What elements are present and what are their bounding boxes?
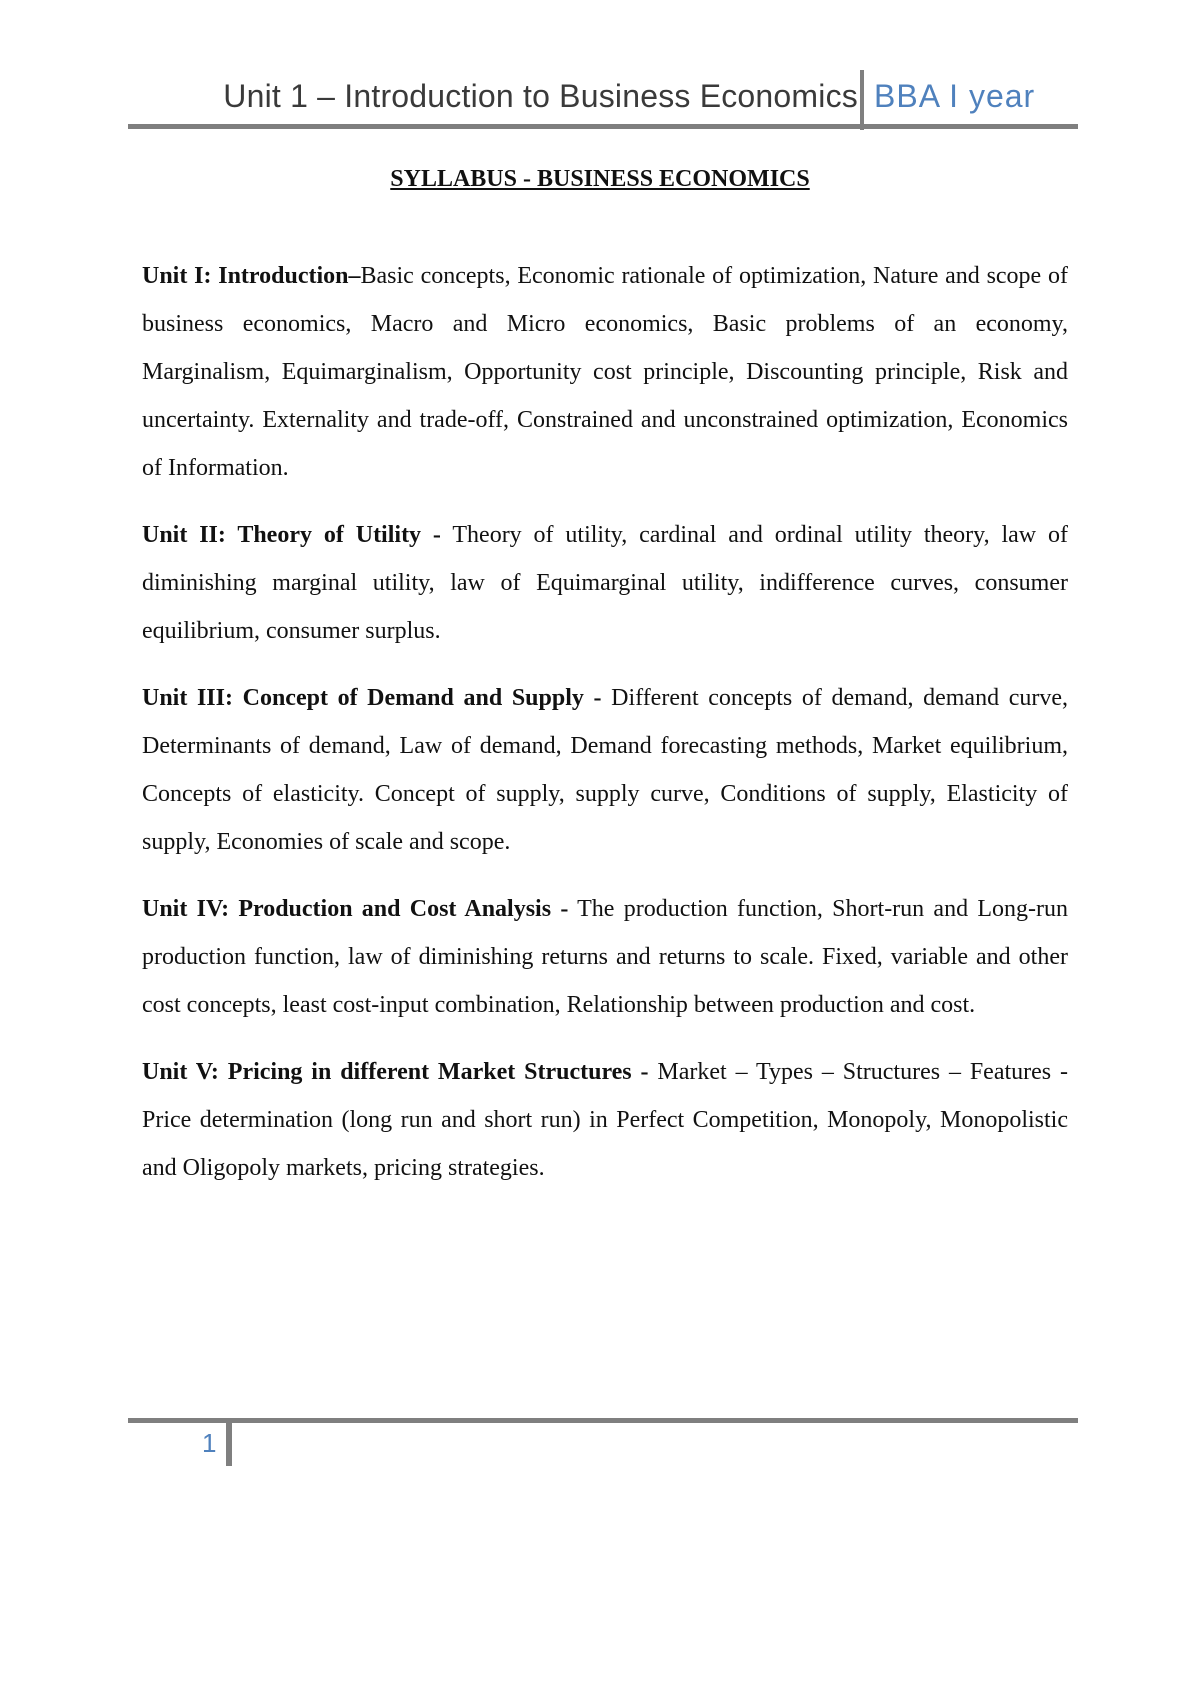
- unit-3-text: Different concepts of demand, demand curve, Determinants of demand, Law of demand, Demand forecasting methods, Market equilibrium, Concepts of elasticity. Concept of supply, supply curve, Conditions of supply, Elasticity of supply, Economies of scale and scope.: [142, 685, 1068, 855]
- unit-2-heading: Unit II: Theory of Utility -: [142, 522, 441, 548]
- header-rule: [128, 124, 1078, 129]
- unit-3-paragraph: [142, 674, 1068, 866]
- unit-1-text: Basic concepts, Economic rationale of optimization, Nature and scope of business economics, Macro and Micro economics, Basic problems of an economy, Marginalism, Equimarginalism, Opportunity cost principle, Discounting principle, Risk and uncertainty. Externality and trade-off, Constrained and unconstrained optimization, Economics of Information.: [142, 263, 1068, 481]
- unit-4-text: The production function, Short-run and Long-run production function, law of diminishing returns and returns to scale. Fixed, variable and other cost concepts, least cost-input combination, Relationship between production and cost.: [142, 896, 1068, 1018]
- syllabus-body: [142, 252, 1068, 1211]
- unit-3-heading: Unit III: Concept of Demand and Supply -: [142, 685, 602, 711]
- page-number: 1: [202, 1428, 217, 1458]
- unit-5-text: Market – Types – Structures – Features - Price determination (long run and short run) in Perfect Competition, Monopoly, Monopolistic and Oligopoly markets, pricing strategies.: [142, 1059, 1068, 1181]
- unit-2-paragraph: [142, 511, 1068, 655]
- page-title: SYLLABUS - BUSINESS ECONOMICS: [390, 166, 810, 192]
- footer-divider: [226, 1418, 232, 1466]
- unit-4-paragraph: [142, 885, 1068, 1029]
- footer-rule: [128, 1418, 1078, 1423]
- unit-1-paragraph: [142, 252, 1068, 492]
- header-title: Unit 1 – Introduction to Business Economics: [223, 78, 858, 114]
- unit-5-heading: Unit V: Pricing in different Market Structures -: [142, 1059, 649, 1085]
- header-course: BBA I year: [874, 78, 1036, 114]
- unit-1-heading: Unit I: Introduction–: [142, 263, 361, 289]
- header-divider: [860, 70, 864, 130]
- page-header: [128, 64, 1078, 130]
- unit-2-text: Theory of utility, cardinal and ordinal utility theory, law of diminishing marginal utility, law of Equimarginal utility, indifference curves, consumer equilibrium, consumer surplus.: [142, 522, 1068, 644]
- unit-5-paragraph: [142, 1048, 1068, 1192]
- unit-4-heading: Unit IV: Production and Cost Analysis -: [142, 896, 569, 922]
